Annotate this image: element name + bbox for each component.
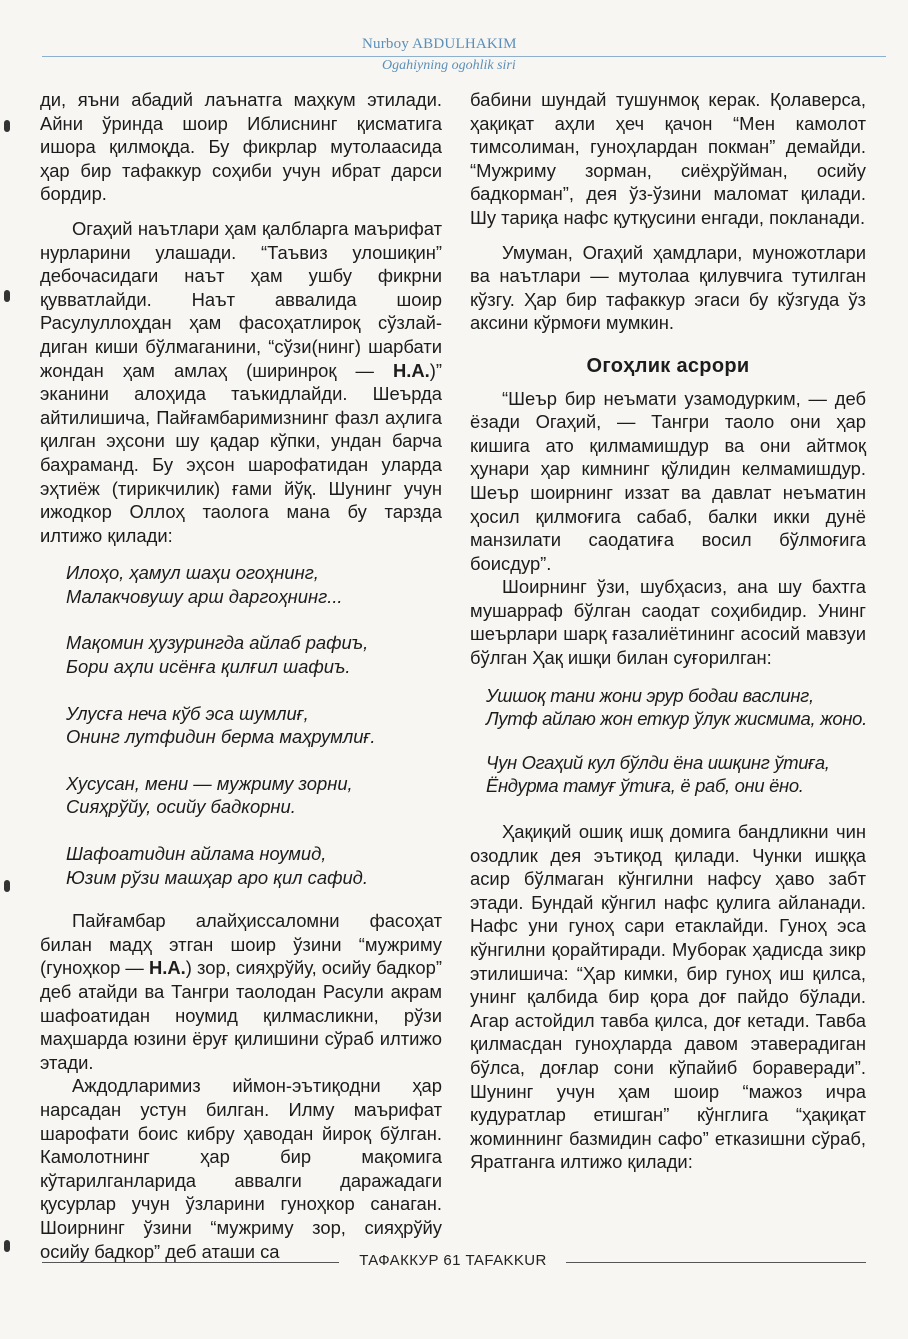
verse-line: Шафоатидин айлама ноумид, <box>66 843 327 865</box>
binding-hole-mark <box>4 1240 10 1252</box>
verse-line: Чун Огаҳий кул бўлди ёна ишқинг ўтиға, <box>486 751 830 773</box>
header-rule <box>42 56 886 57</box>
paragraph: “Шеър бир неъмати узамодурким, — деб ёзади Огаҳий, — Тангри таоло они ҳар кишига ато қилмамишдур ва они айтмоқ ҳунари ҳар кимнинг қўлидин келмамишдур. Шеър шоирнинг иззат ва давлат неъматин ҳосил қилмоғига сабаб, балки икки дунё манзилати саодатиға восил бўлмоғига боисдур”. <box>470 387 866 574</box>
verse-line: Сияҳрўйу, осийу бадкорни. <box>66 796 296 818</box>
paragraph: Ҳақиқий ошиқ ишқ домига бандликни чин озодлик дея эътиқод қилади. Чунки ишққа асир бўлмаган кўнгилни нафсу ҳаво забт этади. Бундай кўнгил нафс қулига айланади. Нафс уни гуноҳ сари етаклайди. Гуноҳ эса кўнгилни қорайтиради. Муборак ҳадисда зикр этилишича: “Ҳар кимки, бир гуноҳ иш қилса, унинг қалбида бир қора доғ пайдо бўлади. Агар астойдил тавба қилса, доғ кетади. Тавба қилмасдан гуноҳларда давом этаверадиган бўлса, доғлар сони кўпайиб бораверади”. Шунинг учун ҳам шоир “мажоз ичра кудуратлар етишган” кўнглига “ҳақиқат жоминнинг базмидин сафо” етказишни сўраб, Яратганга илтижо қилади: <box>470 821 866 1173</box>
page-header <box>0 36 908 76</box>
verse-line: Ёндурма тамуғ ўтиға, ё раб, они ёно. <box>486 775 804 797</box>
verse-line: Малакчовушу арш даргоҳнинг... <box>66 585 343 607</box>
verse-line: Улусға неча кўб эса шумлиғ, <box>66 702 309 724</box>
section-heading: Огоҳлик асрори <box>586 354 750 377</box>
verse-line: Юзим рўзи машҳар аро қил сафид. <box>66 866 368 888</box>
verse-line: Мақомин ҳузурингда айлаб рафиъ, <box>66 632 369 654</box>
binding-hole-mark <box>4 120 10 132</box>
verse-line: Илоҳо, ҳамул шаҳи огоҳнинг, <box>66 562 319 584</box>
paragraph: Шоирнинг ўзи, шубҳасиз, ана шу бахтга мушарраф бўлган саодат соҳибидир. Унинг шеърлари шарқ ғазалиётининг асосий мавзуи бўлган Ҳақ ишқи билан суғорилган: <box>470 576 866 669</box>
poem <box>40 561 442 889</box>
verse-line: Лутф айлаю жон еткур ўлук жисмима, жоно. <box>486 708 867 730</box>
verse-line: Онинг лутфидин берма маҳрумлиғ. <box>66 726 376 748</box>
paragraph: Пайғамбар алайҳиссаломни фасоҳат билан мадҳ этган шоир ўзини “мужриму (гуноҳкор — Н.А.) зор, сияҳрўйу, осийу бадкор” деб атайди ва Тангри таолодан Расули акрам шафоатидан ноумид қилмасликни, рўзи маҳшарда юзини ёруғ қилишини сўраб илтижо этади. <box>40 910 442 1073</box>
verse-line: Ушшоқ тани жони эрур бодаи васлинг, <box>486 684 814 706</box>
author-name: Nurboy ABDULHAKIM <box>362 36 517 52</box>
paragraph: Умуман, Огаҳий ҳамдлари, муножотлари ва наътлари — мутолаа қилувчига тутилган кўзгу. Ҳар бир тафаккур эгаси бу кўзгуда ўз аксини кўрмоғи мумкин. <box>470 241 866 334</box>
poem <box>470 684 866 798</box>
paragraph: Аждодларимиз иймон-эътиқодни ҳар нарсадан устун билган. Илму маърифат шарофати боис кибру ҳаводан йироқ бўлган. Камолотнинг ҳар бир мақомига кўтарилганларида аввалги даражадаги қусурлар учун ўзларини гуноҳкор санаган. Шоирнинг ўзини “мужриму зор, сияҳрўйу осийу бадкор” деб аташи са <box>40 1075 442 1262</box>
initials: Н.А. <box>392 359 430 381</box>
paragraph: Огаҳий наътлари ҳам қалбларга маърифат нурларини улашади. “Таъвиз улошиқин” дебочасидаги наът ҳам ушбу фикрни қувватлайди. Наът аввалида шоир Расулуллоҳдан ҳам фасоҳатлироқ сўзлайдиган киши бўлмаганини, “сўзи(нинг) шарбати жондан ҳам амлаҳ (ширинроқ — Н.А.)” эканини алоҳида таъкидлайди. Шеърда айтилишича, Пайғамбаримизнинг фазл аҳлига қилган эҳсони шу қадар кўпки, ундан барча баҳраманд. Бу эҳсон шарофатидан уларда эҳтиёж (тирикчилик) ғами йўқ. Шунинг учун ижодкор Оллоҳ таологa мана бу тарзда илтижо қилади: <box>40 217 442 546</box>
binding-hole-mark <box>4 290 10 302</box>
initials: Н.А. <box>148 957 186 979</box>
footer-rule-right <box>566 1262 866 1263</box>
right-column <box>470 88 866 1174</box>
paragraph: бабини шундай тушунмоқ керак. Қолаверса, ҳақиқат аҳли ҳеч қачон “Мен камолот тимсолиман, гуноҳлардан покман” демайди. “Мужриму зорман, сиёҳрўйман, осийу бадкорман”, дея ўз-ўзини маломат қилади. Шу тариқа нафс қутқусини енгади, покланади. <box>470 89 866 228</box>
paragraph: ди, яъни абадий лаънатга маҳкум этилади. Айни ўринда шоир Иблиснинг қисматига ишора қилмоқда. Бу фикрлар мутолаасида ҳар бир тафаккур соҳиби учун ибрат дарси бордир. <box>40 89 442 205</box>
footer-text: ТАФАККУР 61 TAFAKKUR <box>359 1252 547 1269</box>
binding-hole-mark <box>4 880 10 892</box>
verse-line: Хусусан, мени — мужриму зорни, <box>66 772 353 794</box>
footer-rule-left <box>42 1262 339 1263</box>
page-footer <box>0 1252 908 1272</box>
left-column <box>40 88 442 1263</box>
article-subtitle: Ogahiyning ogohlik siri <box>382 58 516 73</box>
verse-line: Бори аҳли исёнға қилғил шафиъ. <box>66 656 351 678</box>
